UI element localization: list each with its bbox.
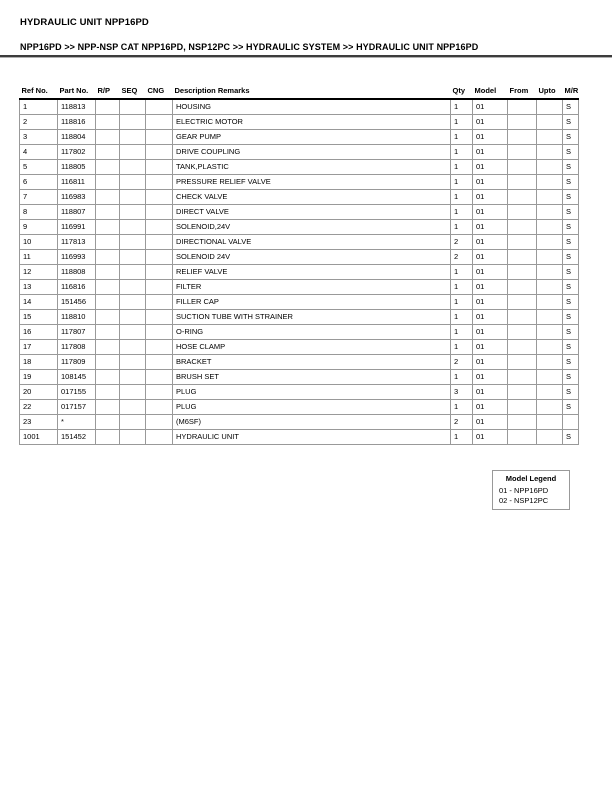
table-cell: 116983 — [58, 190, 96, 205]
table-row — [20, 325, 579, 340]
model-legend-entry: 01 - NPP16PD — [499, 486, 549, 495]
table-cell: HYDRAULIC UNIT — [173, 430, 451, 445]
table-cell — [96, 205, 120, 220]
model-legend-entry: 02 - NSP12PC — [499, 495, 549, 505]
table-cell: RELIEF VALVE — [173, 265, 451, 280]
table-cell — [146, 99, 173, 115]
table-cell: 01 — [473, 325, 508, 340]
table-row — [20, 295, 579, 310]
table-cell: 118808 — [58, 265, 96, 280]
table-cell: 01 — [473, 295, 508, 310]
table-cell: 17 — [20, 340, 58, 355]
table-cell: 2 — [451, 355, 473, 370]
table-cell: 1 — [451, 160, 473, 175]
table-cell — [96, 190, 120, 205]
table-cell — [537, 340, 563, 355]
table-cell — [146, 355, 173, 370]
table-cell: 117809 — [58, 355, 96, 370]
table-cell: S — [563, 115, 579, 130]
table-cell — [508, 370, 537, 385]
table-row — [20, 385, 579, 400]
table-cell: 118804 — [58, 130, 96, 145]
table-row — [20, 130, 579, 145]
table-cell — [146, 295, 173, 310]
table-cell — [146, 340, 173, 355]
table-cell: 01 — [473, 400, 508, 415]
table-cell: 14 — [20, 295, 58, 310]
table-cell — [563, 415, 579, 430]
table-cell: 1 — [451, 145, 473, 160]
table-cell — [537, 400, 563, 415]
table-cell: 01 — [473, 355, 508, 370]
header-divider-light-line — [0, 57, 612, 58]
table-cell: 01 — [473, 385, 508, 400]
table-cell: DIRECT VALVE — [173, 205, 451, 220]
table-cell — [146, 115, 173, 130]
table-cell — [120, 190, 146, 205]
table-cell: PRESSURE RELIEF VALVE — [173, 175, 451, 190]
table-cell — [146, 235, 173, 250]
column-header: CNG — [146, 84, 173, 99]
table-cell — [537, 99, 563, 115]
page-title: HYDRAULIC UNIT NPP16PD — [20, 17, 149, 28]
table-cell — [146, 310, 173, 325]
table-cell — [537, 325, 563, 340]
table-cell: 01 — [473, 340, 508, 355]
table-row — [20, 175, 579, 190]
table-cell: S — [563, 250, 579, 265]
table-cell: S — [563, 280, 579, 295]
table-cell: S — [563, 400, 579, 415]
table-cell — [120, 355, 146, 370]
table-cell: 1 — [451, 280, 473, 295]
table-header-row — [20, 84, 579, 99]
table-row — [20, 190, 579, 205]
table-cell: BRACKET — [173, 355, 451, 370]
table-cell — [146, 175, 173, 190]
table-cell — [146, 400, 173, 415]
table-cell: 01 — [473, 235, 508, 250]
table-row — [20, 415, 579, 430]
table-cell — [96, 340, 120, 355]
table-cell — [120, 235, 146, 250]
table-cell: 20 — [20, 385, 58, 400]
table-cell — [120, 370, 146, 385]
table-cell: 01 — [473, 115, 508, 130]
table-cell — [537, 415, 563, 430]
table-cell: 118810 — [58, 310, 96, 325]
table-cell: 01 — [473, 265, 508, 280]
table-cell — [146, 220, 173, 235]
table-cell: DRIVE COUPLING — [173, 145, 451, 160]
table-cell: 1 — [451, 115, 473, 130]
table-cell — [96, 265, 120, 280]
table-cell — [508, 325, 537, 340]
table-cell: 15 — [20, 310, 58, 325]
table-cell — [120, 160, 146, 175]
table-cell: (M6SF) — [173, 415, 451, 430]
table-cell: 1 — [451, 205, 473, 220]
table-cell: S — [563, 355, 579, 370]
table-cell — [96, 145, 120, 160]
table-cell — [146, 265, 173, 280]
column-header: Ref No. — [20, 84, 58, 99]
table-cell — [120, 400, 146, 415]
table-cell: 117808 — [58, 340, 96, 355]
table-cell — [120, 250, 146, 265]
table-cell — [508, 430, 537, 445]
table-cell: PLUG — [173, 385, 451, 400]
column-header: Upto — [537, 84, 563, 99]
table-cell: ELECTRIC MOTOR — [173, 115, 451, 130]
table-cell — [120, 295, 146, 310]
table-cell: S — [563, 265, 579, 280]
table-cell: 1 — [451, 310, 473, 325]
table-cell — [508, 400, 537, 415]
table-cell: 01 — [473, 130, 508, 145]
table-cell — [120, 415, 146, 430]
table-cell — [537, 130, 563, 145]
table-cell: 151456 — [58, 295, 96, 310]
table-cell: 16 — [20, 325, 58, 340]
table-cell: 01 — [473, 145, 508, 160]
table-cell — [508, 280, 537, 295]
table-cell — [120, 310, 146, 325]
table-cell: S — [563, 190, 579, 205]
table-cell — [146, 160, 173, 175]
table-cell — [508, 145, 537, 160]
table-cell — [120, 325, 146, 340]
table-row — [20, 205, 579, 220]
table-cell: 1 — [451, 370, 473, 385]
column-header: Part No. — [58, 84, 96, 99]
table-cell — [537, 115, 563, 130]
column-header: M/R — [563, 84, 579, 99]
table-cell: 1 — [20, 99, 58, 115]
table-cell: 116816 — [58, 280, 96, 295]
table-cell — [508, 130, 537, 145]
table-cell: 2 — [451, 250, 473, 265]
table-cell: 116991 — [58, 220, 96, 235]
table-cell — [508, 190, 537, 205]
column-header: Description Remarks — [173, 84, 451, 99]
table-cell: 151452 — [58, 430, 96, 445]
model-legend-entries — [493, 486, 569, 505]
table-cell: HOUSING — [173, 99, 451, 115]
table-row — [20, 115, 579, 130]
table-cell: 01 — [473, 280, 508, 295]
model-legend-title: Model Legend — [505, 474, 557, 483]
table-cell — [508, 220, 537, 235]
table-cell: 01 — [473, 370, 508, 385]
table-cell: GEAR PUMP — [173, 130, 451, 145]
table-cell: 1 — [451, 265, 473, 280]
table-cell — [146, 205, 173, 220]
table-cell — [537, 385, 563, 400]
table-cell — [120, 385, 146, 400]
table-cell — [120, 145, 146, 160]
table-cell: TANK,PLASTIC — [173, 160, 451, 175]
table-cell: S — [563, 430, 579, 445]
table-cell: O-RING — [173, 325, 451, 340]
table-cell: 1 — [451, 175, 473, 190]
table-cell — [96, 99, 120, 115]
table-cell: * — [58, 415, 96, 430]
table-cell: 108145 — [58, 370, 96, 385]
table-cell: 7 — [20, 190, 58, 205]
table-cell — [146, 190, 173, 205]
table-row — [20, 265, 579, 280]
table-cell — [120, 265, 146, 280]
table-cell — [537, 160, 563, 175]
table-cell: S — [563, 160, 579, 175]
table-cell: 19 — [20, 370, 58, 385]
table-cell: 01 — [473, 430, 508, 445]
table-cell: 1 — [451, 340, 473, 355]
table-row — [20, 340, 579, 355]
table-cell — [508, 340, 537, 355]
table-cell: 01 — [473, 99, 508, 115]
table-row — [20, 310, 579, 325]
table-cell — [537, 265, 563, 280]
table-cell: SOLENOID,24V — [173, 220, 451, 235]
table-cell: S — [563, 220, 579, 235]
table-row — [20, 145, 579, 160]
table-cell — [96, 160, 120, 175]
table-cell — [537, 310, 563, 325]
table-cell — [96, 325, 120, 340]
table-cell — [96, 130, 120, 145]
table-row — [20, 280, 579, 295]
table-row — [20, 220, 579, 235]
table-cell — [537, 355, 563, 370]
table-cell — [508, 385, 537, 400]
column-header: SEQ — [120, 84, 146, 99]
table-cell: 118807 — [58, 205, 96, 220]
table-cell: 01 — [473, 250, 508, 265]
table-cell: 11 — [20, 250, 58, 265]
table-cell: 9 — [20, 220, 58, 235]
table-cell — [96, 310, 120, 325]
table-cell: 01 — [473, 190, 508, 205]
table-row — [20, 370, 579, 385]
table-cell — [537, 370, 563, 385]
table-cell — [508, 235, 537, 250]
table-cell: 10 — [20, 235, 58, 250]
table-cell — [508, 115, 537, 130]
table-cell: 117807 — [58, 325, 96, 340]
table-cell — [120, 280, 146, 295]
header-divider — [0, 55, 612, 58]
table-cell: 22 — [20, 400, 58, 415]
table-cell: 01 — [473, 175, 508, 190]
table-cell: S — [563, 310, 579, 325]
table-cell: 017155 — [58, 385, 96, 400]
table-cell: 1 — [451, 130, 473, 145]
table-cell: 117802 — [58, 145, 96, 160]
table-cell — [537, 190, 563, 205]
table-cell: S — [563, 295, 579, 310]
table-cell — [120, 220, 146, 235]
table-cell — [96, 175, 120, 190]
table-cell: S — [563, 145, 579, 160]
table-cell — [120, 99, 146, 115]
table-cell — [96, 400, 120, 415]
table-cell: 1 — [451, 400, 473, 415]
table-cell — [508, 99, 537, 115]
table-cell — [537, 175, 563, 190]
table-cell: 1 — [451, 325, 473, 340]
column-header: Qty — [451, 84, 473, 99]
table-cell — [146, 280, 173, 295]
table-cell: 4 — [20, 145, 58, 160]
table-cell: 116993 — [58, 250, 96, 265]
table-cell: S — [563, 99, 579, 115]
table-cell — [96, 115, 120, 130]
table-cell — [537, 220, 563, 235]
table-row — [20, 430, 579, 445]
table-cell: SUCTION TUBE WITH STRAINER — [173, 310, 451, 325]
table-cell: 1 — [451, 295, 473, 310]
table-cell: 118816 — [58, 115, 96, 130]
table-row — [20, 160, 579, 175]
table-cell: 2 — [20, 115, 58, 130]
table-cell — [508, 355, 537, 370]
table-cell — [508, 160, 537, 175]
table-cell — [146, 250, 173, 265]
table-cell: S — [563, 385, 579, 400]
table-cell: 8 — [20, 205, 58, 220]
table-cell — [96, 355, 120, 370]
table-cell: 2 — [451, 235, 473, 250]
table-cell — [146, 430, 173, 445]
breadcrumb: NPP16PD >> NPP-NSP CAT NPP16PD, NSP12PC >> HYDRAULIC SYSTEM >> HYDRAULIC UNIT NPP16PD — [20, 42, 479, 52]
table-cell: BRUSH SET — [173, 370, 451, 385]
table-cell: FILTER — [173, 280, 451, 295]
table-cell — [120, 130, 146, 145]
table-cell — [537, 235, 563, 250]
table-cell: 12 — [20, 265, 58, 280]
table-cell — [96, 280, 120, 295]
parts-table — [19, 84, 579, 445]
table-cell — [537, 250, 563, 265]
table-cell: 3 — [451, 385, 473, 400]
table-cell — [96, 430, 120, 445]
table-cell — [120, 340, 146, 355]
table-cell — [508, 415, 537, 430]
table-cell: 118813 — [58, 99, 96, 115]
table-cell: 01 — [473, 160, 508, 175]
table-cell: 116811 — [58, 175, 96, 190]
table-cell — [537, 145, 563, 160]
table-cell: 13 — [20, 280, 58, 295]
table-cell — [146, 415, 173, 430]
table-cell: S — [563, 175, 579, 190]
table-cell: 01 — [473, 220, 508, 235]
table-cell: PLUG — [173, 400, 451, 415]
table-cell — [146, 130, 173, 145]
table-cell — [96, 250, 120, 265]
table-cell: S — [563, 130, 579, 145]
table-cell — [508, 175, 537, 190]
table-cell — [537, 295, 563, 310]
column-header: R/P — [96, 84, 120, 99]
table-cell — [537, 205, 563, 220]
table-cell — [120, 115, 146, 130]
table-cell: S — [563, 340, 579, 355]
table-cell — [120, 205, 146, 220]
table-row — [20, 250, 579, 265]
table-cell — [96, 220, 120, 235]
column-header: From — [508, 84, 537, 99]
table-cell: 1 — [451, 190, 473, 205]
table-row — [20, 99, 579, 115]
table-cell: S — [563, 235, 579, 250]
table-cell: DIRECTIONAL VALVE — [173, 235, 451, 250]
table-cell — [537, 280, 563, 295]
table-cell: 2 — [451, 415, 473, 430]
table-cell — [508, 250, 537, 265]
table-cell: 18 — [20, 355, 58, 370]
table-row — [20, 235, 579, 250]
table-row — [20, 355, 579, 370]
table-cell: 3 — [20, 130, 58, 145]
table-cell: 23 — [20, 415, 58, 430]
table-cell — [146, 325, 173, 340]
table-cell: 1 — [451, 99, 473, 115]
table-cell — [537, 430, 563, 445]
model-legend — [492, 470, 570, 510]
table-cell: 1 — [451, 430, 473, 445]
table-cell — [96, 415, 120, 430]
table-cell: 6 — [20, 175, 58, 190]
table-cell: 5 — [20, 160, 58, 175]
table-cell — [96, 370, 120, 385]
table-cell — [146, 145, 173, 160]
table-cell: HOSE CLAMP — [173, 340, 451, 355]
table-cell — [508, 265, 537, 280]
table-cell: FILLER CAP — [173, 295, 451, 310]
table-cell — [508, 205, 537, 220]
table-cell — [508, 295, 537, 310]
table-cell — [146, 385, 173, 400]
table-cell: 01 — [473, 415, 508, 430]
table-cell: S — [563, 205, 579, 220]
table-cell — [508, 310, 537, 325]
table-cell: CHECK VALVE — [173, 190, 451, 205]
table-cell: 017157 — [58, 400, 96, 415]
table-cell: 117813 — [58, 235, 96, 250]
table-cell — [120, 430, 146, 445]
table-cell: 1 — [451, 220, 473, 235]
table-cell — [120, 175, 146, 190]
column-header: Model — [473, 84, 508, 99]
table-cell — [96, 385, 120, 400]
table-cell: 01 — [473, 205, 508, 220]
table-cell: 01 — [473, 310, 508, 325]
table-cell — [96, 295, 120, 310]
table-row — [20, 400, 579, 415]
table-cell — [146, 370, 173, 385]
table-cell: SOLENOID 24V — [173, 250, 451, 265]
table-cell: S — [563, 325, 579, 340]
table-cell: S — [563, 370, 579, 385]
table-cell: 1001 — [20, 430, 58, 445]
table-cell: 118805 — [58, 160, 96, 175]
table-cell — [96, 235, 120, 250]
